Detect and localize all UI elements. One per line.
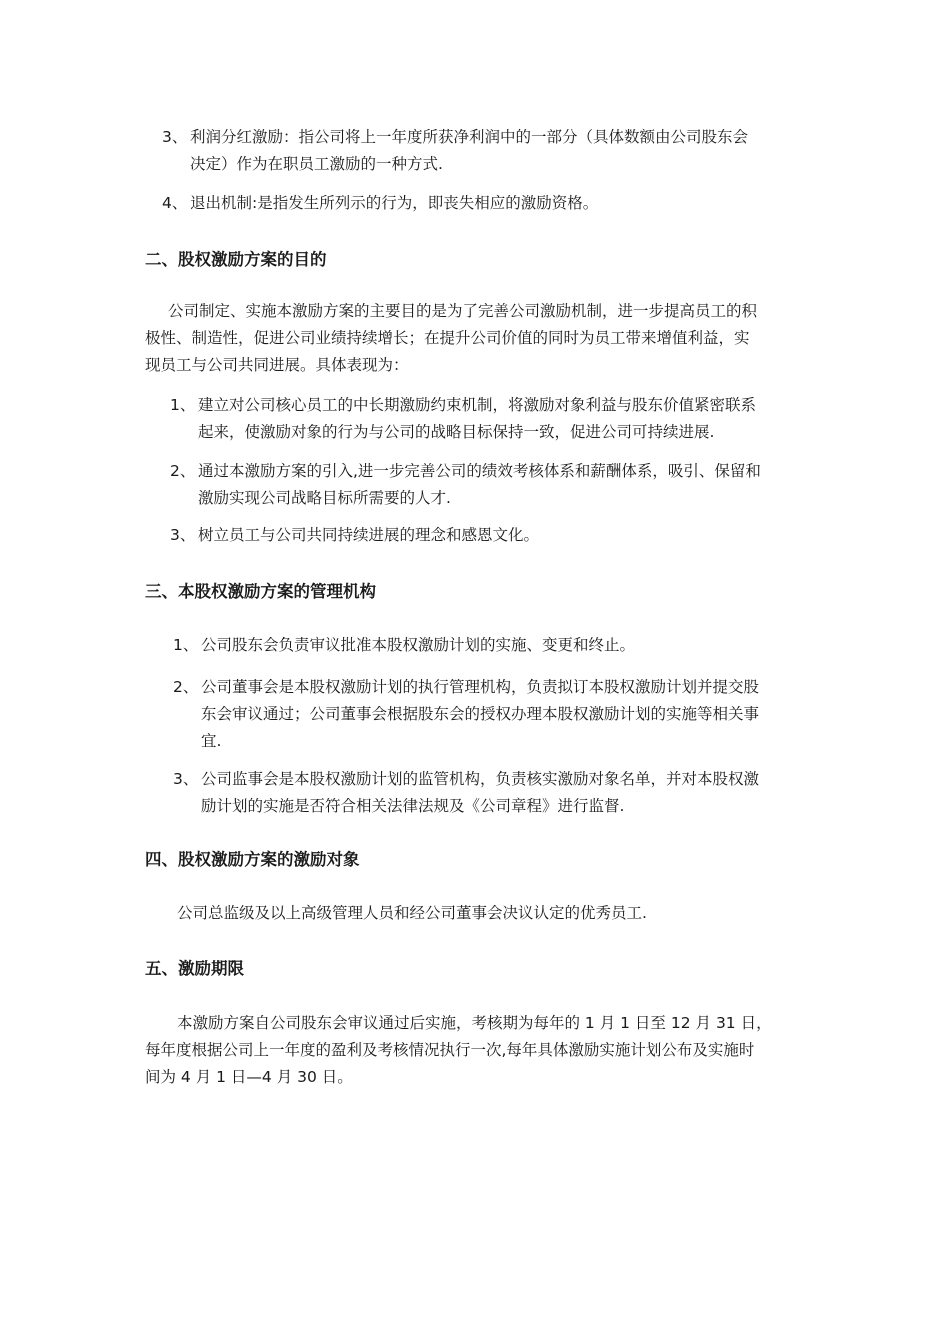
list-item-number: 1、 — [170, 396, 196, 414]
section-heading: 三、本股权激励方案的管理机构 — [145, 582, 376, 601]
list-item-number: 3、 — [173, 770, 199, 788]
list-item-number: 1、 — [173, 636, 199, 654]
list-item-number: 2、 — [173, 678, 199, 696]
paragraph-line: 本激励方案自公司股东会审议通过后实施，考核期为每年的 1 月 1 日至 12 月 31 日， — [177, 1014, 772, 1032]
list-item-text: 通过本激励方案的引入,进一步完善公司的绩效考核体系和薪酬体系，吸引、保留和 — [198, 462, 761, 480]
section-heading: 二、股权激励方案的目的 — [145, 250, 327, 269]
section-heading: 四、股权激励方案的激励对象 — [145, 850, 360, 869]
paragraph-line: 公司总监级及以上高级管理人员和经公司董事会决议认定的优秀员工. — [177, 904, 647, 922]
list-item-text: 树立员工与公司共同持续进展的理念和感恩文化。 — [198, 526, 540, 544]
list-item-text: 利润分红激励：指公司将上一年度所获净利润中的一部分（具体数额由公司股东会 — [190, 128, 749, 146]
paragraph-line: 现员工与公司共同进展。具体表现为： — [145, 356, 409, 374]
list-item-text: 公司董事会是本股权激励计划的执行管理机构，负责拟订本股权激励计划并提交股 — [201, 678, 760, 696]
section-heading: 五、激励期限 — [145, 959, 244, 978]
list-item-text: 东会审议通过；公司董事会根据股东会的授权办理本股权激励计划的实施等相关事 — [201, 705, 760, 723]
list-item-text: 激励实现公司战略目标所需要的人才. — [198, 489, 451, 507]
list-item-number: 3、 — [170, 526, 196, 544]
paragraph-line: 极性、制造性，促进公司业绩持续增长；在提升公司价值的同时为员工带来增值利益，实 — [145, 329, 750, 347]
list-item-text: 退出机制:是指发生所列示的行为，即丧失相应的激励资格。 — [190, 194, 599, 212]
list-item-number: 2、 — [170, 462, 196, 480]
list-item-text: 宜. — [201, 732, 222, 750]
paragraph-line: 每年度根据公司上一年度的盈利及考核情况执行一次,每年具体激励实施计划公布及实施时 — [145, 1041, 755, 1059]
list-item-text: 公司股东会负责审议批准本股权激励计划的实施、变更和终止。 — [201, 636, 636, 654]
paragraph-line: 公司制定、实施本激励方案的主要目的是为了完善公司激励机制，进一步提高员工的积 — [168, 302, 758, 320]
list-item-text: 起来，使激励对象的行为与公司的战略目标保持一致，促进公司可持续进展. — [198, 423, 715, 441]
list-item-text: 决定）作为在职员工激励的一种方式. — [190, 155, 443, 173]
list-item-text: 公司监事会是本股权激励计划的监管机构，负责核实激励对象名单，并对本股权激 — [201, 770, 760, 788]
list-item-number: 3、 — [162, 128, 188, 146]
list-item-number: 4、 — [162, 194, 188, 212]
list-item-text: 建立对公司核心员工的中长期激励约束机制，将激励对象利益与股东价值紧密联系 — [198, 396, 757, 414]
paragraph-line: 间为 4 月 1 日—4 月 30 日。 — [145, 1068, 353, 1086]
list-item-text: 励计划的实施是否符合相关法律法规及《公司章程》进行监督. — [201, 797, 625, 815]
